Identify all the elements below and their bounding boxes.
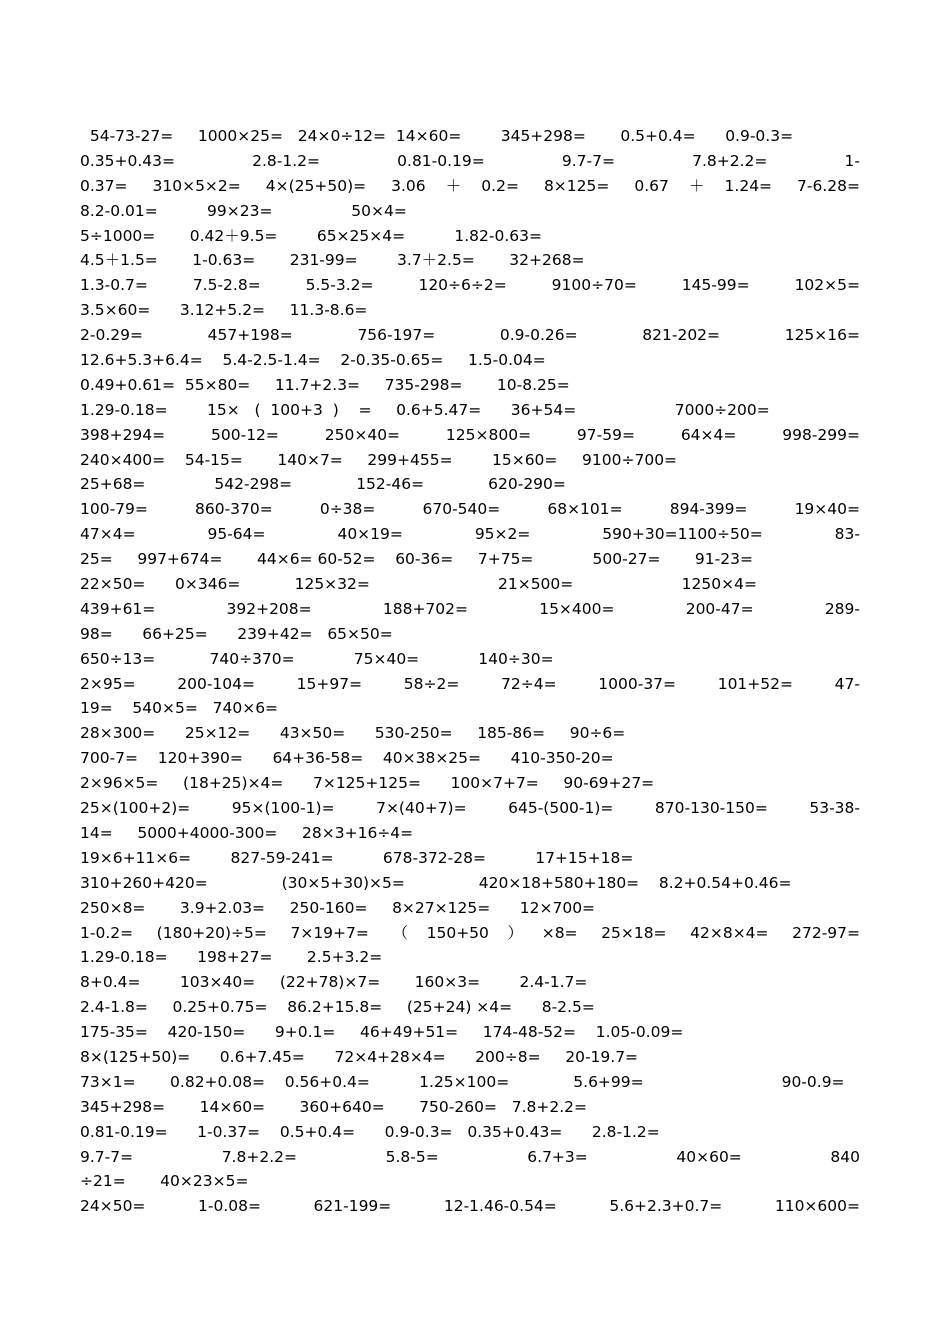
problem-line: 12.6+5.3+6.4= 5.4-2.5-1.4= 2-0.35-0.65= 1.5-0.04= (80, 351, 546, 370)
problem-line: 28×300= 25×12= 43×50= 530-250= 185-86= 90÷6= (80, 724, 626, 743)
problem-line: 73×1= 0.82+0.08= 0.56+0.4= 1.25×100= 5.6+99= 90-0.9= (80, 1072, 845, 1091)
problem-line: 14= 5000+4000-300= 28×3+16÷4= (80, 823, 414, 842)
problem-line: 25= 997+674= 44×6= 60-52= 60-36= 7+75= 500-27= 91-23= (80, 550, 753, 569)
problem-line: 19×6+11×6= 827-59-241= 678-372-28= 17+15+18= (80, 848, 634, 867)
problem-line: 1.29-0.18= 15× ( 100+3 ) = 0.6+5.47= 36+54= 7000÷200= (80, 400, 770, 419)
problem-line: 8×(125+50)= 0.6+7.45= 72×4+28×4= 200÷8= 20-19.7= (80, 1047, 639, 1066)
problem-line: 8+0.4= 103×40= (22+78)×7= 160×3= 2.4-1.7= (80, 973, 588, 992)
problem-line: 0.81-0.19= 1-0.37= 0.5+0.4= 0.9-0.3= 0.35+0.43= 2.8-1.2= (80, 1122, 660, 1141)
problem-line: 19= 540×5= 740×6= (80, 699, 279, 718)
problem-line: 2×96×5= (18+25)×4= 7×125+125= 100×7+7= 90-69+27= (80, 774, 655, 793)
problem-line: 3.5×60= 3.12+5.2= 11.3-8.6= (80, 301, 368, 320)
problem-line: ÷21= 40×23×5= (80, 1172, 249, 1191)
problem-line: 250×8= 3.9+2.03= 250-160= 8×27×125= 12×700= (80, 898, 596, 917)
problem-line: 2×95= 200-104= 15+97= 58÷2= 72÷4= 1000-37= 101+52= 47- (80, 674, 860, 693)
problem-line: 98= 66+25= 239+42= 65×50= (80, 624, 393, 643)
problem-line: 700-7= 120+390= 64+36-58= 40×38×25= 410-350-20= (80, 749, 614, 768)
problem-line: 175-35= 420-150= 9+0.1= 46+49+51= 174-48-52= 1.05-0.09= (80, 1023, 684, 1042)
problem-line: 24×50= 1-0.08= 621-199= 12-1.46-0.54= 5.6+2.3+0.7= 110×600= (80, 1197, 860, 1216)
problem-line: 398+294= 500-12= 250×40= 125×800= 97-59= 64×4= 998-299= (80, 425, 860, 444)
problem-line: 1-0.2= (180+20)÷5= 7×19+7= （150+50）×8= 25×18= 42×8×4= 272-97= (80, 923, 860, 942)
problem-line: 25+68= 542-298= 152-46= 620-290= (80, 475, 566, 494)
problem-line: 0.37= 310×5×2= 4×(25+50)= 3.06＋0.2= 8×125= 0.67＋1.24= 7-6.28= (80, 176, 860, 195)
problem-line: 240×400= 54-15= 140×7= 299+455= 15×60= 9100÷700= (80, 450, 678, 469)
problem-line: 2.4-1.8= 0.25+0.75= 86.2+15.8= (25+24) ×4= 8-2.5= (80, 998, 595, 1017)
problem-line: 54-73-27= 1000×25= 24×0÷12= 14×60= 345+298= 0.5+0.4= 0.9-0.3= (80, 127, 794, 145)
arithmetic-worksheet (80, 124, 860, 1219)
problem-line: 0.35+0.43= 2.8-1.2= 0.81-0.19= 9.7-7= 7.8+2.2= 1- (80, 151, 860, 170)
problem-line: 5÷1000= 0.42＋9.5= 65×25×4= 1.82-0.63= (80, 226, 542, 245)
problem-line: 439+61= 392+208= 188+702= 15×400= 200-47= 289- (80, 599, 860, 618)
problem-line: 25×(100+2)= 95×(100-1)= 7×(40+7)= 645-(500-1)= 870-130-150= 53-38- (80, 799, 860, 818)
problem-line: 4.5＋1.5= 1-0.63= 231-99= 3.7＋2.5= 32+268= (80, 251, 585, 270)
problem-line: 8.2-0.01= 99×23= 50×4= (80, 201, 407, 220)
problem-line: 47×4= 95-64= 40×19= 95×2= 590+30=1100÷50= 83- (80, 525, 860, 544)
problem-line: 0.49+0.61= 55×80= 11.7+2.3= 735-298= 10-8.25= (80, 375, 570, 394)
problem-line: 2-0.29= 457+198= 756-197= 0.9-0.26= 821-202= 125×16= (80, 326, 860, 345)
problem-line: 100-79= 860-370= 0÷38= 670-540= 68×101= 894-399= 19×40= (80, 500, 860, 519)
problem-line: 1.29-0.18= 198+27= 2.5+3.2= (80, 948, 383, 967)
problem-line: 345+298= 14×60= 360+640= 750-260= 7.8+2.2= (80, 1097, 587, 1116)
problem-line: 9.7-7= 7.8+2.2= 5.8-5= 6.7+3= 40×60= 840 (80, 1147, 860, 1166)
problem-line: 650÷13= 740÷370= 75×40= 140÷30= (80, 649, 554, 668)
problem-line: 310+260+420= (30×5+30)×5= 420×18+580+180= 8.2+0.54+0.46= (80, 873, 792, 892)
problem-line: 22×50= 0×346= 125×32= 21×500= 1250×4= (80, 575, 757, 594)
problem-line: 1.3-0.7= 7.5-2.8= 5.5-3.2= 120÷6÷2= 9100÷70= 145-99= 102×5= (80, 276, 860, 295)
